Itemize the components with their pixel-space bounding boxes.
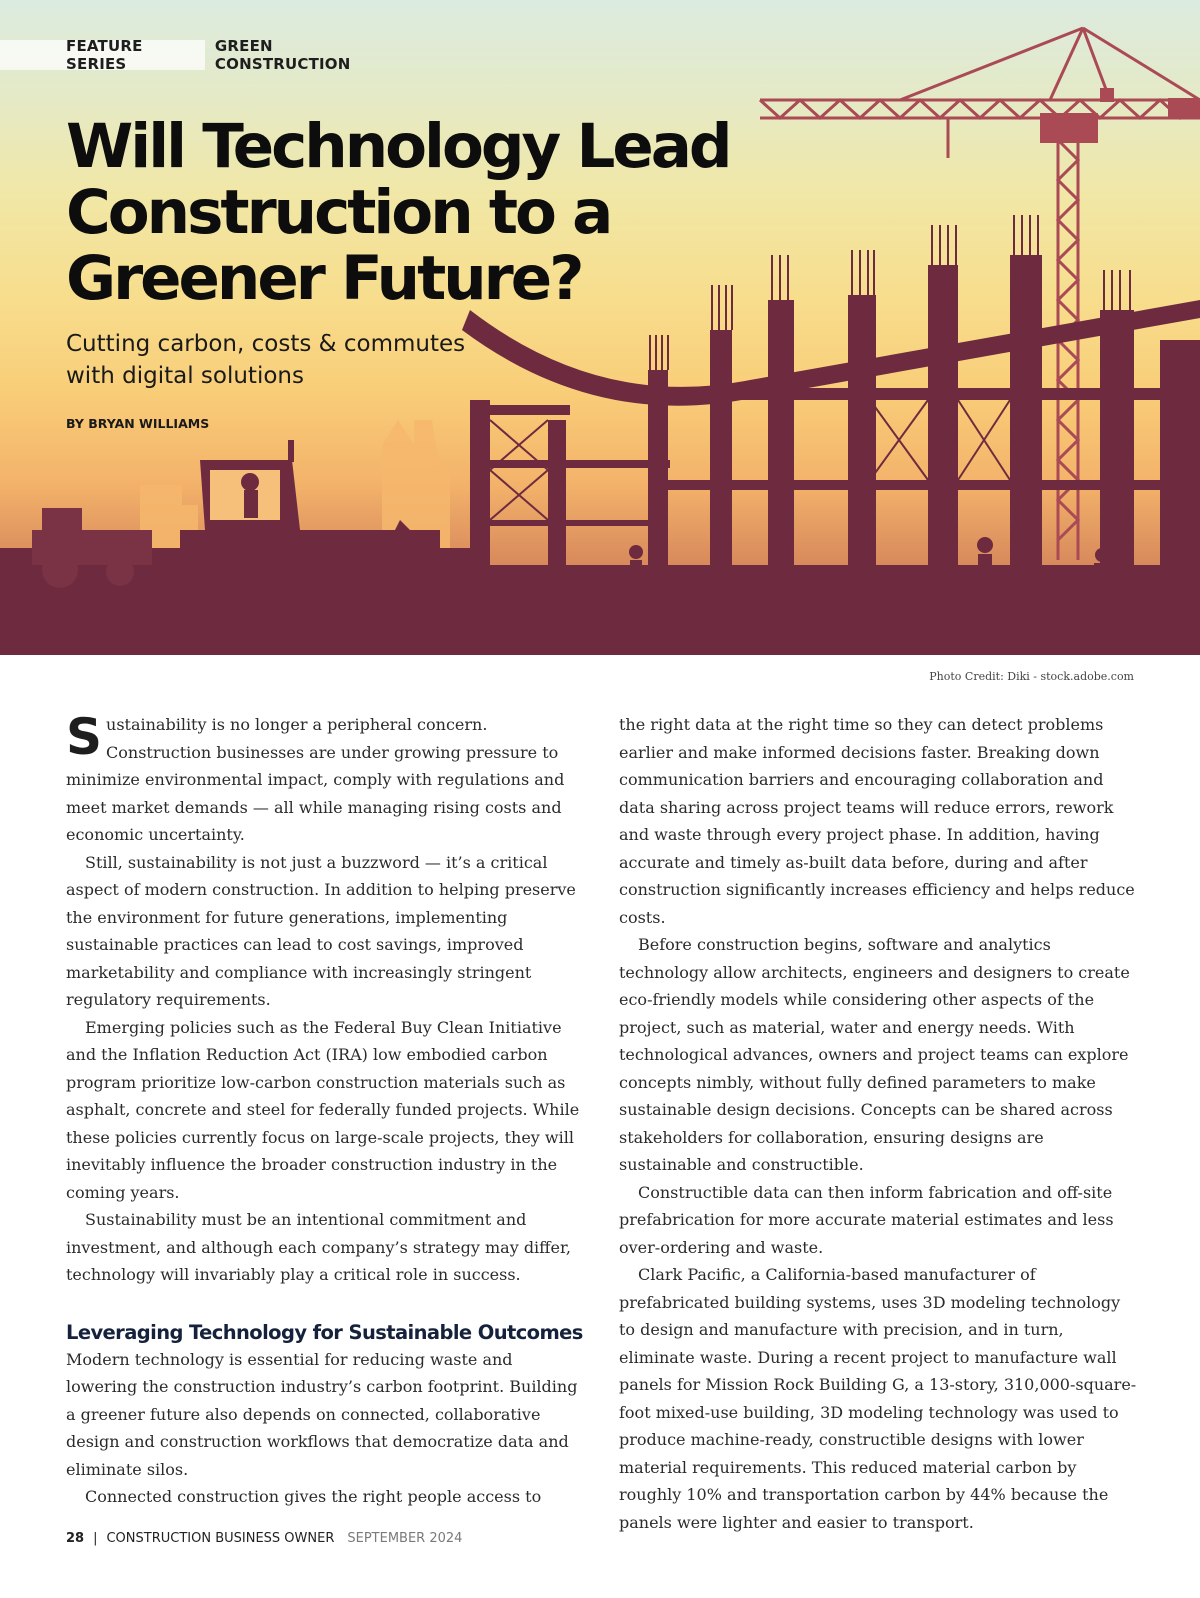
drop-cap: S (66, 708, 103, 766)
hero-banner (0, 0, 1200, 655)
article-paragraph: Sustainability must be an intentional commitment and investment, and although each company’s strategy may differ, technology will invariably play a critical role in success. (66, 1210, 571, 1284)
article-paragraph: the right data at the right time so they can detect problems earlier and make informed decisions faster. Breaking down communication barriers and encouraging collaboration and data sharing across project teams will reduce errors, rework and waste through every project phase. In addition, having accurate and timely as-built data before, during and after construction significantly increases efficiency and helps reduce costs. (619, 715, 1135, 927)
paragraph-text: ustainability is no longer a peripheral concern. Construction businesses are under growing pressure to minimize environmental impact, comply with regulations and meet market demands — all while managing rising costs and economic uncertainty. (66, 715, 565, 844)
article-paragraph: Modern technology is essential for reducing waste and lowering the construction industry’s carbon footprint. Building a greener future also depends on connected, collaborative design and construction workflows that democratize data and eliminate silos. (66, 1349, 578, 1479)
article-paragraph: Before construction begins, software and analytics technology allow architects, engineers and designers to create eco-friendly models while considering other aspects of the project, such as material, water and energy needs. With technological advances, owners and project teams can explore concepts nimbly, without fully defined parameters to make sustainable design decisions. Concepts can be shared across stakeholders for collaboration, ensuring designs are sustainable and constructible. (619, 935, 1130, 1174)
article-paragraph: Emerging policies such as the Federal Buy Clean Initiative and the Inflation Reduction Act (IRA) low embodied carbon program prioritize low-carbon construction materials such as asphalt, concrete and steel for federally funded projects. While these policies currently focus on large-scale projects, they will inevitably influence the broader construction industry in the coming years. (66, 1017, 580, 1202)
publication-name: CONSTRUCTION BUSINESS OWNER (106, 1531, 335, 1546)
photo-credit: Photo Credit: Diki - stock.adobe.com (929, 670, 1134, 683)
article-paragraph: Constructible data can then inform fabrication and off-site prefabrication for more accurate material estimates and less over-ordering and waste. (619, 1182, 1114, 1257)
article-column-left (66, 708, 586, 1511)
article-paragraph: Clark Pacific, a California-based manufacturer of prefabricated building systems, uses 3D modeling technology to design and manufacture with precision, and in turn, eliminate waste. During a recent project to manufacture wall panels for Mission Rock Building G, a 13-story, 310,000-square-foot mixed-use building, 3D modeling technology was used to produce machine-ready, constructible designs with lower material requirements. This reduced material carbon by roughly 10% and transportation carbon by 44% because the panels were lighter and easier to transport. (619, 1265, 1137, 1532)
article-paragraph (66, 708, 586, 849)
feature-series-tag: FEATURE SERIES (0, 40, 205, 70)
article-column-right (619, 711, 1139, 1536)
footer-separator: | (93, 1531, 98, 1546)
page-footer (66, 1531, 462, 1546)
article-paragraph: Connected construction gives the right people access to (85, 1487, 542, 1506)
article-paragraph: Still, sustainability is not just a buzzword — it’s a critical aspect of modern construction. In addition to helping preserve the environment for future generations, implementing sustainable practices can lead to cost savings, improved marketability and compliance with increasingly stringent regulatory requirements. (66, 852, 576, 1009)
page-number: 28 (66, 1531, 85, 1546)
series-label-bar (0, 37, 395, 73)
section-heading: Leveraging Technology for Sustainable Outcomes (66, 1320, 583, 1344)
author-byline: BY BRYAN WILLIAMS (66, 416, 210, 431)
article-subtitle: Cutting carbon, costs & commutes with digital solutions (66, 331, 466, 389)
section-topic-label: GREEN CONSTRUCTION (214, 37, 351, 73)
issue-date: SEPTEMBER 2024 (347, 1531, 463, 1546)
article-title: Will Technology Lead Construction to a Greener Future? (66, 111, 730, 314)
